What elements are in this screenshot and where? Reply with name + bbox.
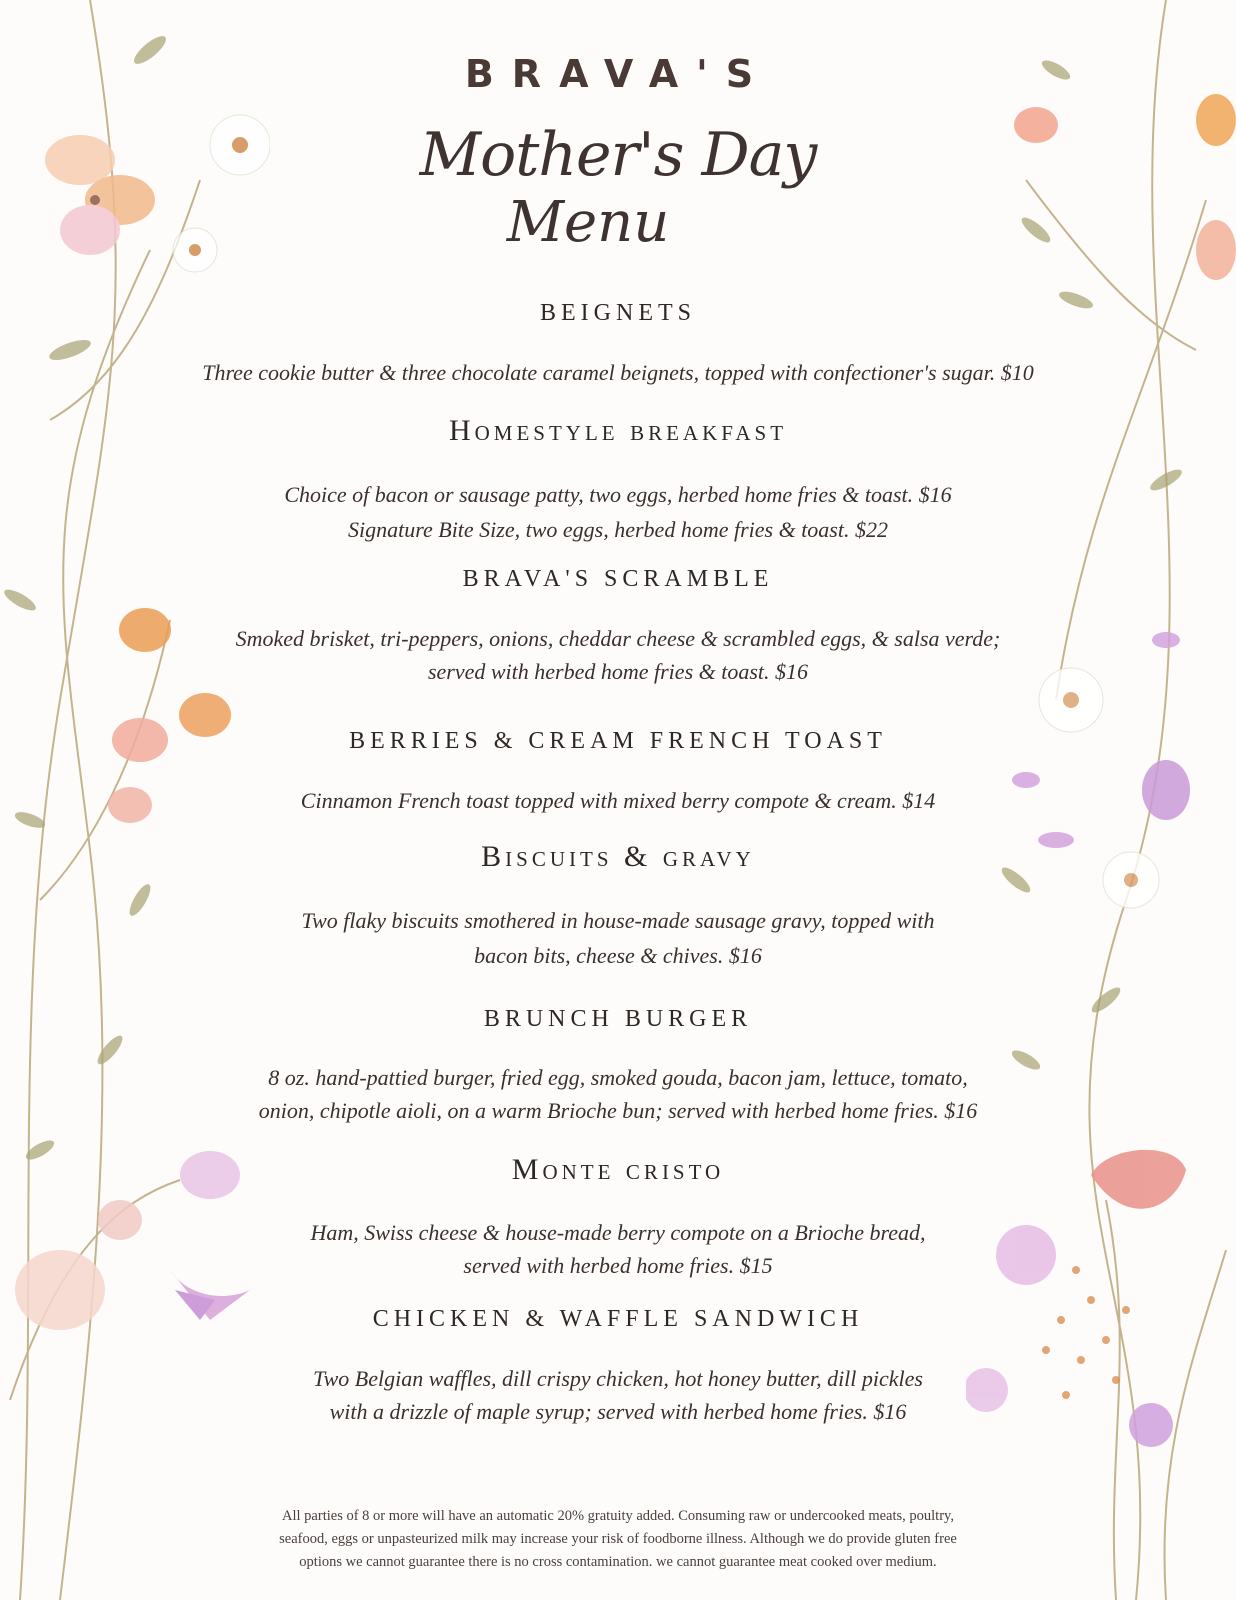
footer-line: options we cannot guarantee there is no cross contamination. we cannot guarantee meat cooked over medium. <box>299 1554 937 1570</box>
item-title-beignets: BEIGNETS <box>540 300 696 326</box>
item-desc-french-toast: Cinnamon French toast topped with mixed berry compote & cream. $14 <box>300 788 936 813</box>
item-desc-bravas-scramble-2: served with herbed home fries & toast. $16 <box>427 659 809 684</box>
item-desc-chicken-waffle-1: Two Belgian waffles, dill crispy chicken, hot honey butter, dill pickles <box>313 1366 923 1391</box>
item-desc-monte-cristo-2: served with herbed home fries. $15 <box>463 1253 773 1278</box>
item-desc-biscuits-gravy-2: bacon bits, cheese & chives. $16 <box>474 943 762 968</box>
item-desc-brunch-burger-2: onion, chipotle aioli, on a warm Brioche bun; served with herbed home fries. $16 <box>258 1098 978 1123</box>
item-desc-bravas-scramble-1: Smoked brisket, tri-peppers, onions, cheddar cheese & scrambled eggs, & salsa verde; <box>235 626 1001 651</box>
footer-line: seafood, eggs or unpasteurized milk may increase your risk of foodborne illness. Although we do provide gluten free <box>279 1531 957 1547</box>
item-desc-chicken-waffle-2: with a drizzle of maple syrup; served with herbed home fries. $16 <box>329 1399 907 1424</box>
item-desc-homestyle-breakfast-1: Choice of bacon or sausage patty, two eggs, herbed home fries & toast. $16 <box>284 482 952 507</box>
menu-title-script-line1: Mother's Day <box>419 120 817 190</box>
item-title-chicken-waffle: CHICKEN & WAFFLE SANDWICH <box>372 1306 864 1332</box>
item-title-monte-cristo: Monte cristo <box>511 1153 725 1186</box>
item-title-bravas-scramble: BRAVA'S SCRAMBLE <box>462 566 774 592</box>
menu-title-script-line2: Menu <box>506 190 670 255</box>
item-desc-homestyle-breakfast-2: Signature Bite Size, two eggs, herbed home fries & toast. $22 <box>348 517 888 542</box>
footer-line: All parties of 8 or more will have an automatic 20% gratuity added. Consuming raw or undercooked meats, poultry, <box>282 1508 954 1524</box>
brand-name: BRAVA'S <box>464 52 772 96</box>
item-desc-brunch-burger-1: 8 oz. hand-pattied burger, fried egg, smoked gouda, bacon jam, lettuce, tomato, <box>268 1065 968 1090</box>
item-title-brunch-burger: BRUNCH BURGER <box>483 1006 753 1032</box>
item-desc-beignets: Three cookie butter & three chocolate caramel beignets, topped with confectioner's sugar. $10 <box>202 360 1034 385</box>
item-title-homestyle-breakfast: Homestyle breakfast <box>448 414 788 447</box>
item-title-biscuits-gravy: Biscuits & gravy <box>481 840 755 873</box>
item-desc-biscuits-gravy-1: Two flaky biscuits smothered in house-made sausage gravy, topped with <box>301 908 935 933</box>
footer-disclaimer <box>200 1505 1036 1574</box>
item-title-french-toast: BERRIES & CREAM FRENCH TOAST <box>349 728 887 754</box>
item-desc-monte-cristo-1: Ham, Swiss cheese & house-made berry compote on a Brioche bread, <box>310 1220 926 1245</box>
